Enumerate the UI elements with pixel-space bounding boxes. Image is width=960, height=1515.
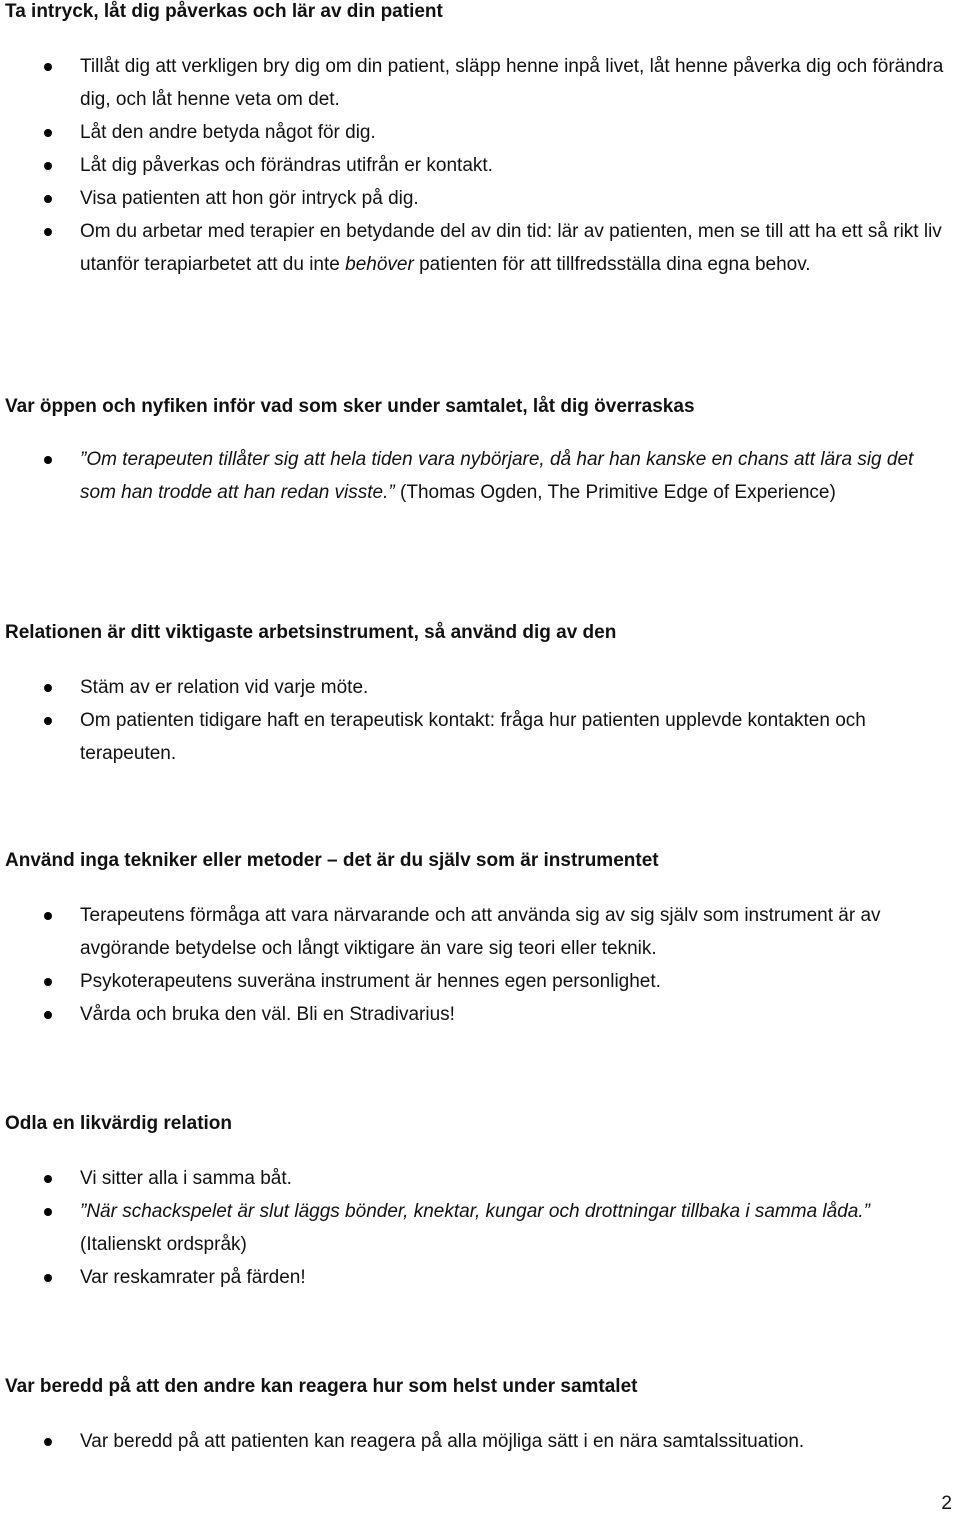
list-item [80,215,952,281]
quote-source: (Italienskt ordspråk) [80,1234,247,1255]
bullet-icon [44,1438,52,1446]
bullet-icon [44,684,52,692]
quote-source: (Thomas Ogden, The Primitive Edge of Experience) [394,482,836,503]
section-heading: Var öppen och nyfiken inför vad som sker under samtalet, låt dig överraskas [5,396,695,417]
list-item: Var beredd på att patienten kan reagera på alla möjliga sätt i en nära samtalssituation. [80,1425,952,1458]
list-item [80,1195,952,1261]
list-item: Tillåt dig att verkligen bry dig om din patient, släpp henne inpå livet, låt henne påverka dig och förändra dig, och låt henne veta om det. [80,50,952,116]
bullet-icon [44,129,52,137]
list-item: Låt dig påverkas och förändras utifrån er kontakt. [80,149,952,182]
list-item: Psykoterapeutens suveräna instrument är hennes egen personlighet. [80,965,952,998]
bullet-icon [44,717,52,725]
bullet-icon [44,228,52,236]
bullet-icon [44,1274,52,1282]
list-item: Låt den andre betyda något för dig. [80,116,952,149]
list-item: Vi sitter alla i samma båt. [80,1162,952,1195]
page-number: 2 [941,1493,952,1514]
item-text: patienten för att tillfredsställa dina egna behov. [413,254,811,275]
bullet-icon [44,978,52,986]
section-heading: Odla en likvärdig relation [5,1113,233,1134]
list-item: Stäm av er relation vid varje möte. [80,671,952,704]
bullet-icon [44,1011,52,1019]
list-item: Visa patienten att hon gör intryck på dig. [80,182,952,215]
item-emphasis: behöver [345,254,414,275]
quote-text: ”När schackspelet är slut läggs bönder, knektar, kungar och drottningar tillbaka i samma låda.” [80,1201,870,1222]
bullet-icon [44,456,52,464]
bullet-icon [44,1208,52,1216]
bullet-icon [44,195,52,203]
bullet-icon [44,1175,52,1183]
list-item: Terapeutens förmåga att vara närvarande och att använda sig av sig själv som instrument är av avgörande betydelse och långt viktigare än vare sig teori eller teknik. [80,899,952,965]
list-item: Vårda och bruka den väl. Bli en Stradivarius! [80,998,952,1031]
bullet-icon [44,912,52,920]
list-item: Om patienten tidigare haft en terapeutisk kontakt: fråga hur patienten upplevde kontakten och terapeuten. [80,704,952,770]
section-heading: Använd inga tekniker eller metoder – det är du själv som är instrumentet [5,850,659,871]
bullet-icon [44,162,52,170]
section-heading: Ta intryck, låt dig påverkas och lär av din patient [5,1,443,22]
section-heading: Var beredd på att den andre kan reagera hur som helst under samtalet [5,1376,638,1397]
bullet-icon [44,63,52,71]
list-item: Var reskamrater på färden! [80,1261,952,1294]
quote-text: ”Om terapeuten tillåter sig att hela tiden vara nybörjare, då har han kanske en chans att lära sig det som han trodde att han redan visste.” [80,449,914,503]
list-item [80,443,952,509]
section-heading: Relationen är ditt viktigaste arbetsinstrument, så använd dig av den [5,622,617,643]
item-text: Om du arbetar med terapier en betydande del av din tid: lär av patienten, men se till att ha ett så rikt liv utanför terapiarbetet att du inte [80,221,942,275]
